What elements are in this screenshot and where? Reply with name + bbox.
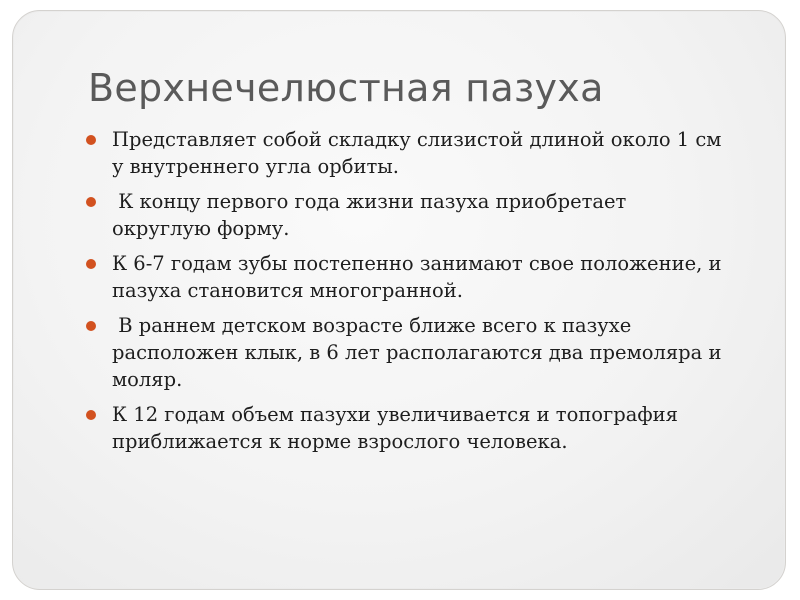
bullet-dot-icon	[86, 410, 96, 420]
bullet-text: К концу первого года жизни пазуха приобретает округлую форму.	[112, 190, 633, 240]
bullet-item	[82, 188, 722, 242]
bullet-item	[82, 312, 728, 393]
bullet-text: К 12 годам объем пазухи увеличивается и топография приближается к норме взрослого человека.	[112, 403, 678, 453]
bullet-item	[82, 250, 722, 304]
bullet-list	[82, 126, 728, 463]
bullet-text: К 6-7 годам зубы постепенно занимают свое положение, и пазуха становится многогранной.	[112, 252, 722, 302]
bullet-dot-icon	[86, 135, 96, 145]
bullet-text: Представляет собой складку слизистой длиной около 1 см у внутреннего угла орбиты.	[112, 128, 722, 178]
bullet-text: В раннем детском возрасте ближе всего к пазухе расположен клык, в 6 лет располагаются два премоляра и моляр.	[112, 314, 728, 391]
bullet-item	[82, 126, 722, 180]
bullet-dot-icon	[86, 259, 96, 269]
bullet-dot-icon	[86, 321, 96, 331]
bullet-dot-icon	[86, 197, 96, 207]
slide-title: Верхнечелюстная пазуха	[88, 66, 604, 110]
bullet-item	[82, 401, 722, 455]
